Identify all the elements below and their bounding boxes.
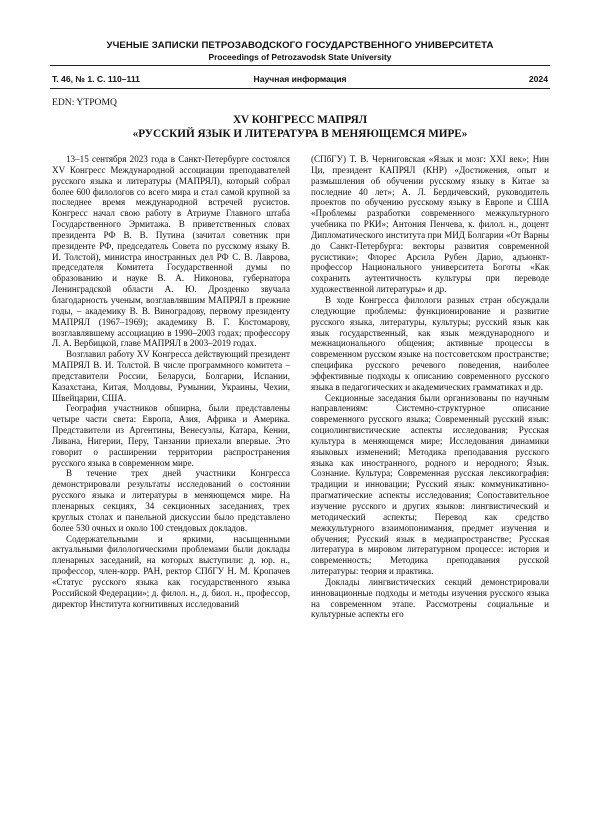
- section-name: Научная информация: [253, 74, 347, 84]
- article-title-line2: «РУССКИЙ ЯЗЫК И ЛИТЕРАТУРА В МЕНЯЮЩЕМСЯ МИРЕ»: [132, 128, 468, 140]
- article-title-line1: XV КОНГРЕСС МАПРЯЛ: [232, 114, 368, 126]
- journal-title: УЧЕНЫЕ ЗАПИСКИ ПЕТРОЗАВОДСКОГО ГОСУДАРСТВЕННОГО УНИВЕРСИТЕТА: [106, 40, 494, 51]
- edn-code: EDN: YTPOMQ: [52, 97, 117, 108]
- paragraph: Содержательными и яркими, насыщенными актуальными филологическими проблемами были доклады пленарных заседаний, на которых выступили: д. юр. н., профессор, член-корр. РАН, ректор СПбГУ Н. М. Кропачев «Статус русского языка как государственного языка Российской Федерации»; д. филол. н., д. биол. н., профессор, директор Института когнитивных исследований: [52, 533, 290, 609]
- paragraph: Секционные заседания были организованы по научным направлениям: Системно-структурное описание современного русского языка; Современный русский язык: социолингвистические аспекты исследования; Русская культура в меняющемся мире; Исследования динамики языковых изменений; Методика преподавания русского языка как иностранного, родного и неродного; Язык. Сознание. Культура; Современная русская лексикография: традиции и инновации; Русский язык: коммуникативно-прагматические аспекты исследования; Сопоставительное изучение русского и других языков: лингвистический и методический аспекты; Перевод как средство межкультурного взаимопонимания, предмет изучения и обучения; Русский язык в медиапространстве; Русская литература в мировом литературном процессе: история и современность; Методика преподавания русской литературы: теория и практика.: [311, 392, 549, 577]
- publication-year: 2024: [528, 74, 548, 84]
- left-column: [52, 154, 290, 609]
- paragraph: В течение трех дней участники Конгресса демонстрировали результаты исследований о состоянии русского языка и литературы в меняющемся мире. На пленарных секциях, 34 секционных заседаниях, трех круглых столах и панельной дискуссии было представлено более 530 очных и около 100 стендовых докладов.: [52, 468, 290, 533]
- paragraph: (СПбГУ) Т. В. Черниговская «Язык и мозг: XXI век»; Нин Ци, президент КАПРЯЛ (КНР) «Достижения, опыт и размышления об обучении русскому языку в Китае за последние 40 лет»; А. Л. Бердичевский, руководитель проектов по обучению русскому языку в Европе и США «Проблемы разработки современного межкультурного учебника по РКИ»; Антония Пенчева, к. филол. н., доцент Дипломатического института при МИД Болгарии «От Варны до Санкт-Петербурга: векторы развития современной русистики»; Флорес Арсила Рубен Дарио, адъюнкт-профессор Национального университета Боготы «Как сохранить аутентичность культуры при переводе художественной литературы» и др.: [311, 154, 549, 295]
- paragraph: 13–15 сентября 2023 года в Санкт-Петербурге состоялся XV Конгресс Международной ассоциации преподавателей русского языка и литературы (МАПРЯЛ), который собрал более 600 филологов со всего мира и стал самой крупной за последнее время международной встречей русистов. Конгресс начал свою работу в Атриуме Главного штаба Государственного Эрмитажа. В приветственных словах президента РФ В. В. Путина (зачитал советник при президенте РФ, председатель Совета по русскому языку В. И. Толстой), министра иностранных дел РФ С. В. Лаврова, председателя Комитета Государственной думы по образованию и науке В. А. Никонова, губернатора Ленинградской области А. Ю. Дрозденко звучала благодарность ученым, возглавлявшим МАПРЯЛ в прежние годы, – академику В. В. Виноградову, первому президенту МАПРЯЛ (1967–1969); академику В. Г. Костомарову, возглавлявшему ассоциацию в 1990–2003 годах; профессору Л. А. Вербицкой, главе МАПРЯЛ в 2003–2019 годах.: [52, 154, 290, 349]
- paragraph: В ходе Конгресса филологи разных стран обсуждали следующие проблемы: функционирование и развитие русского языка, литературы, культуры; русский язык как язык государственный, как язык международного и межнационального общения; активные процессы в современном русском языке на постсоветском пространстве; специфика русского речевого поведения, наиболее эффективные подходы к описанию современного русского языка в педагогических и академических грамматиках и др.: [311, 294, 549, 392]
- header-bottom-rule: [50, 88, 550, 89]
- journal-subtitle: Proceedings of Petrozavodsk State University: [208, 52, 392, 62]
- header-top-rule: [50, 65, 550, 66]
- paragraph: Возглавил работу XV Конгресса действующий президент МАПРЯЛ В. И. Толстой. В числе программного комитета – представители России, Беларуси, Болгарии, Испании, Казахстана, Китая, Молдовы, Румынии, Украины, Чехии, Швейцарии, США.: [52, 349, 290, 403]
- issue-info: Т. 46, № 1. С. 110–111: [52, 74, 140, 84]
- paragraph: Доклады лингвистических секций демонстрировали инновационные подходы и методы изучения русского языка на современном этапе. Рассмотрены социальные и культурные аспекты его: [311, 576, 549, 620]
- paragraph: География участников обширна, были представлены четыре части света: Европа, Азия, Африка и Америка. Представители из Аргентины, Венесуэлы, Катара, Кении, Ливана, Нигерии, Перу, Танзании приехали впервые. Это говорит о расширении территории распространения русского языка в современном мире.: [52, 403, 290, 468]
- right-column: [311, 154, 549, 620]
